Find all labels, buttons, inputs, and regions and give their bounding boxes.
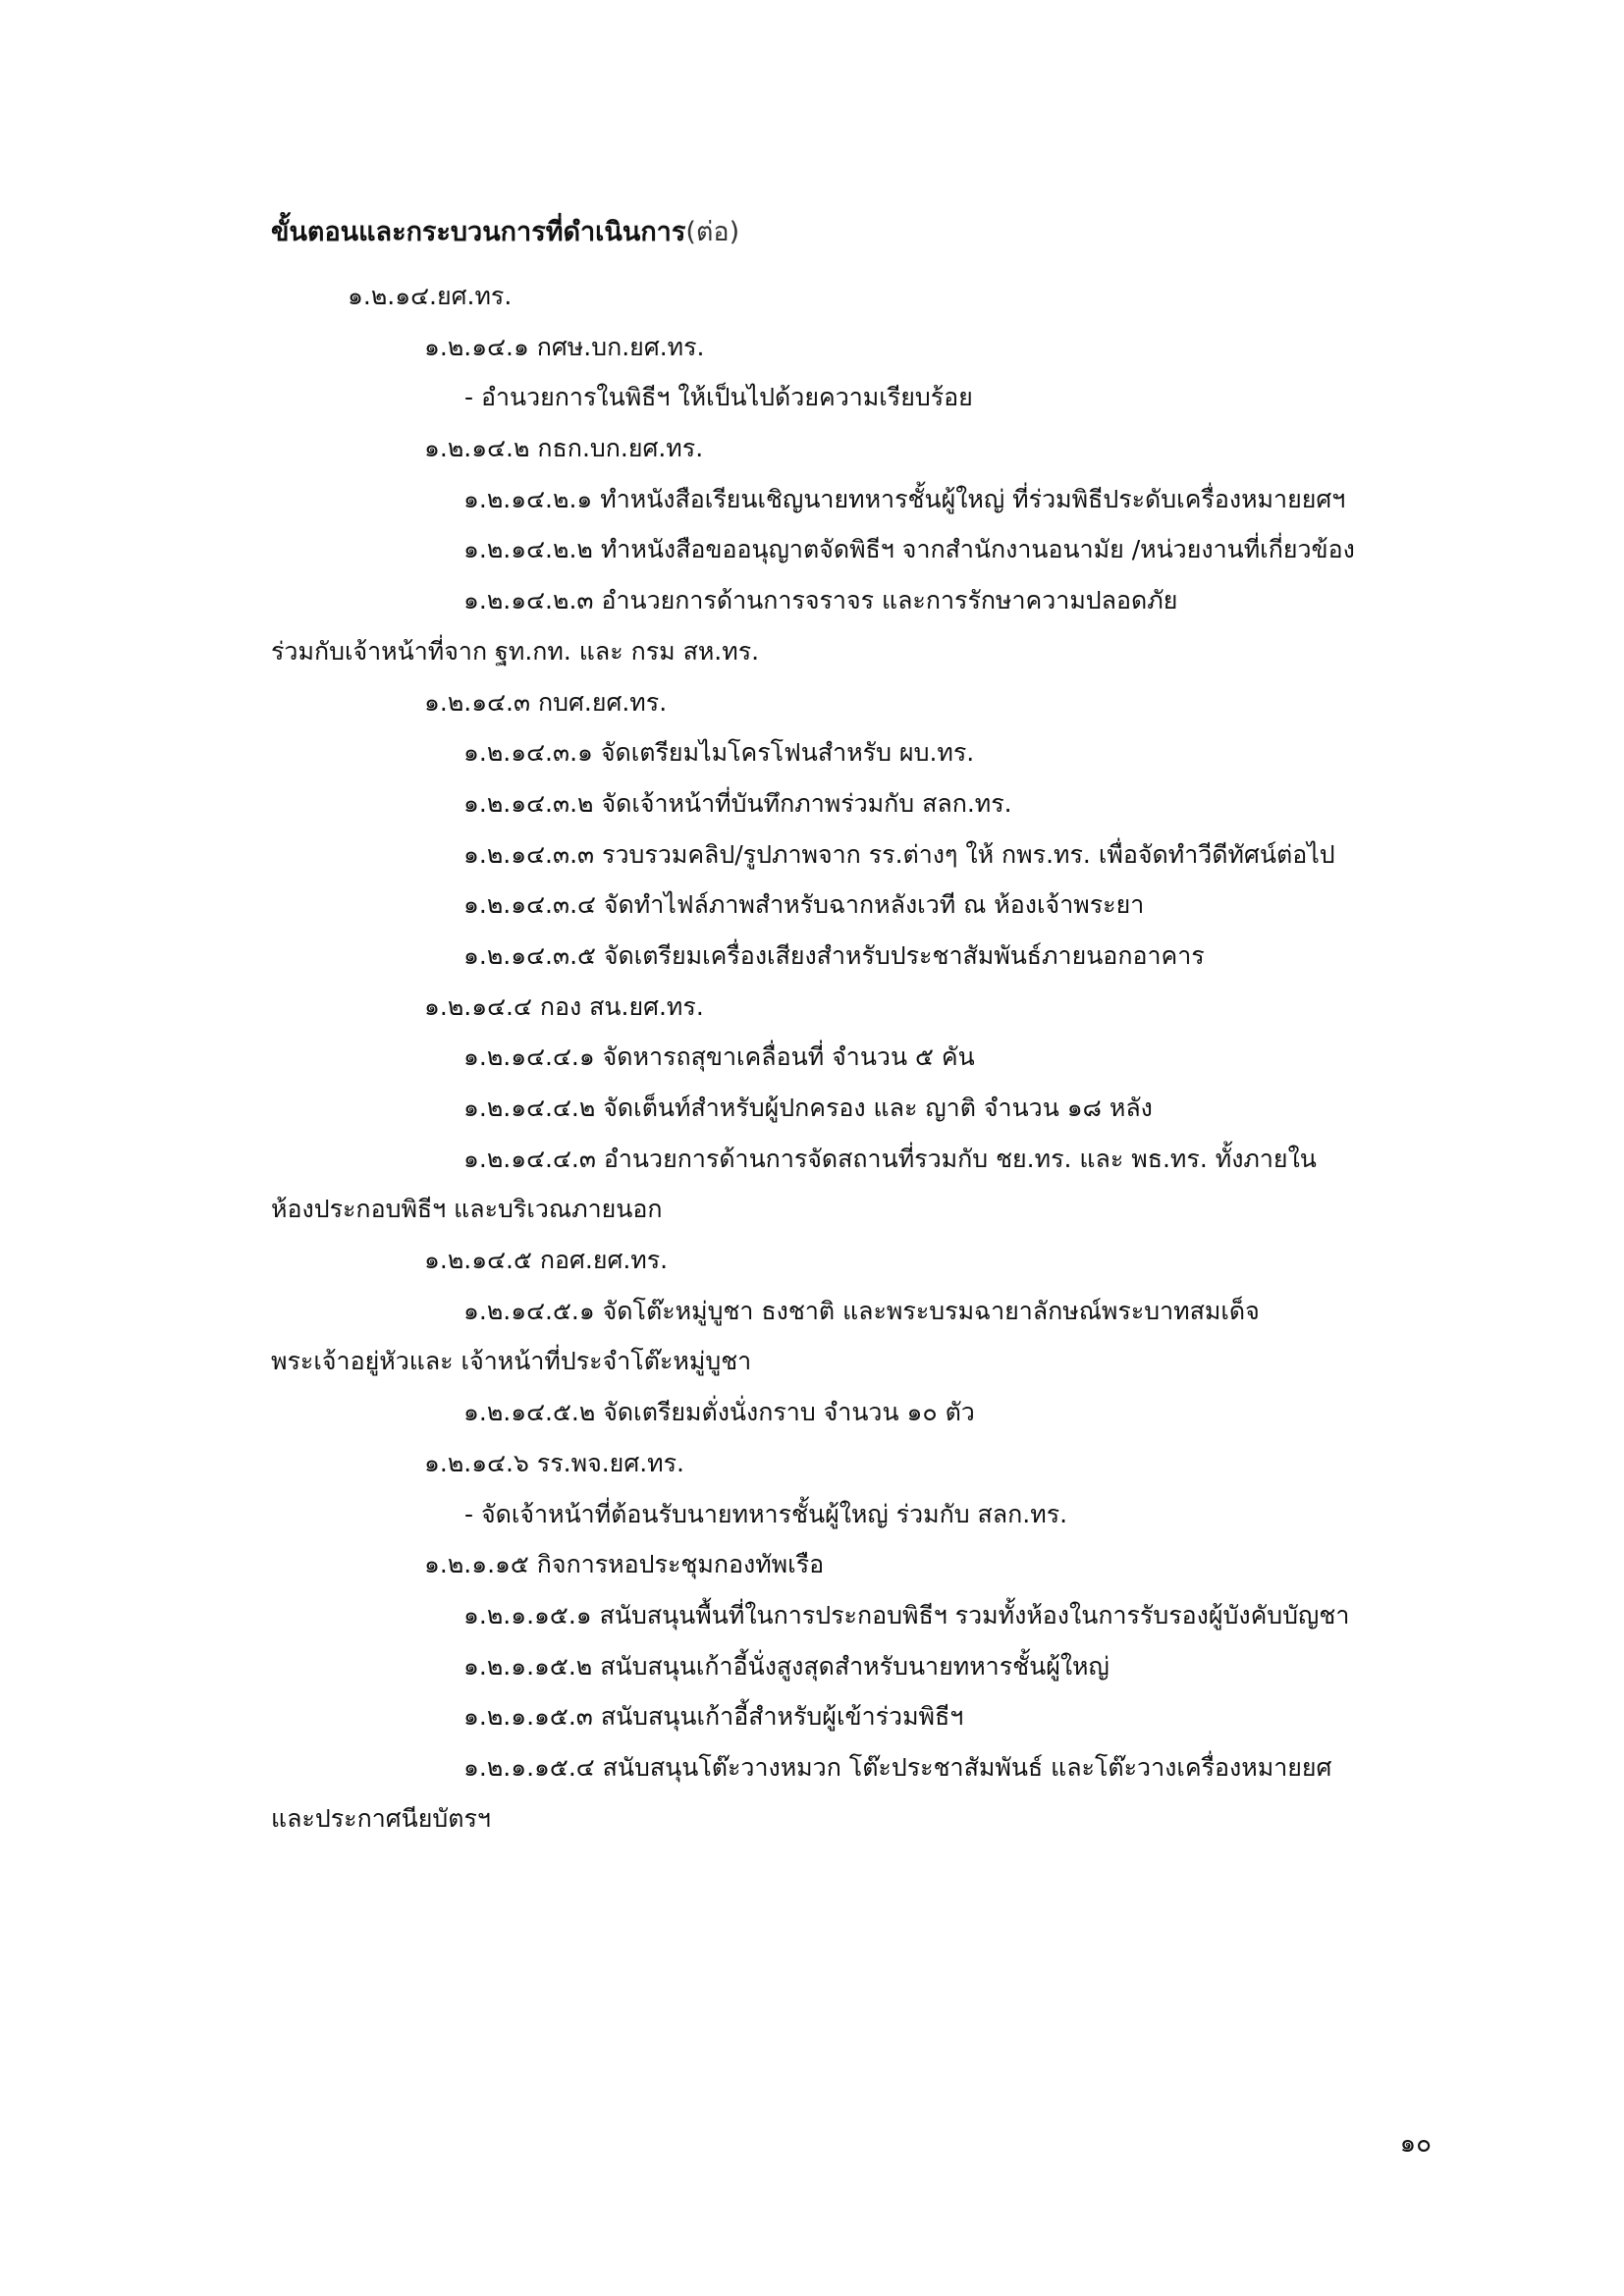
document-line: ๑.๒.๑๔.๒ กธก.บก.ยศ.ทร.	[424, 434, 704, 463]
document-line: ห้องประกอบพิธีฯ และบริเวณภายนอก	[271, 1195, 663, 1224]
document-line: ๑.๒.๑๔.๕.๑ จัดโต๊ะหมู่บูชา ธงชาติ และพระบรมฉายาลักษณ์พระบาทสมเด็จ	[463, 1296, 1260, 1325]
document-line: ๑.๒.๑.๑๕.๓ สนับสนุนเก้าอี้สำหรับผู้เข้าร่วมพิธีฯ	[463, 1702, 964, 1732]
section-heading	[271, 214, 739, 251]
document-line: ๑.๒.๑.๑๕.๔ สนับสนุนโต๊ะวางหมวก โต๊ะประชาสัมพันธ์ และโต๊ะวางเครื่องหมายยศ	[463, 1752, 1332, 1782]
document-body	[271, 271, 1430, 1843]
document-line: ๑.๒.๑๔.ยศ.ทร.	[348, 282, 513, 310]
document-line: ๑.๒.๑.๑๕.๒ สนับสนุนเก้าอี้นั่งสูงสุดสำหรับนายทหารชั้นผู้ใหญ่	[463, 1651, 1110, 1681]
document-line: ๑.๒.๑๔.๒.๑ ทำหนังสือเรียนเชิญนายทหารชั้นผู้ใหญ่ ที่ร่วมพิธีประดับเครื่องหมายยศฯ	[463, 484, 1346, 513]
document-line: ๑.๒.๑.๑๕ กิจการหอประชุมกองทัพเรือ	[424, 1550, 825, 1579]
document-line: ๑.๒.๑๔.๓.๔ จัดทำไฟล์ภาพสำหรับฉากหลังเวที ณ ห้องเจ้าพระยา	[463, 890, 1145, 920]
document-line: ร่วมกับเจ้าหน้าที่จาก ฐท.กท. และ กรม สห.ทร.	[271, 636, 760, 666]
document-line: ๑.๒.๑๔.๔ กอง สน.ยศ.ทร.	[424, 991, 704, 1021]
document-line: ๑.๒.๑๔.๕.๒ จัดเตรียมตั่งนั่งกราบ จำนวน ๑๐ ตัว	[463, 1398, 975, 1427]
document-line: ๑.๒.๑๔.๓.๕ จัดเตรียมเครื่องเสียงสำหรับประชาสัมพันธ์ภายนอกอาคาร	[463, 940, 1205, 970]
document-line: ๑.๒.๑๔.๓ กบศ.ยศ.ทร.	[424, 687, 668, 717]
document-line: ๑.๒.๑๔.๒.๒ ทำหนังสือขออนุญาตจัดพิธีฯ จากสำนักงานอนามัย /หน่วยงานที่เกี่ยวข้อง	[463, 535, 1355, 564]
document-line: ๑.๒.๑๔.๔.๓ อำนวยการด้านการจัดสถานที่รวมกับ ชย.ทร. และ พธ.ทร. ทั้งภายใน	[463, 1144, 1317, 1173]
document-line: ๑.๒.๑๔.๕ กอศ.ยศ.ทร.	[424, 1246, 669, 1275]
page-number: ๑๐	[1399, 2129, 1432, 2159]
document-line: ๑.๒.๑๔.๓.๓ รวบรวมคลิป/รูปภาพจาก รร.ต่างๆ ให้ กพร.ทร. เพื่อจัดทำวีดีทัศน์ต่อไป	[463, 839, 1335, 869]
document-line: ๑.๒.๑.๑๕.๑ สนับสนุนพื้นที่ในการประกอบพิธีฯ รวมทั้งห้องในการรับรองผู้บังคับบัญชา	[463, 1600, 1350, 1629]
document-line: และประกาศนียบัตรฯ	[271, 1803, 491, 1833]
document-line: ๑.๒.๑๔.๓.๒ จัดเจ้าหน้าที่บันทึกภาพร่วมกับ สลก.ทร.	[463, 788, 1012, 818]
document-line: ๑.๒.๑๔.๓.๑ จัดเตรียมไมโครโฟนสำหรับ ผบ.ทร.	[463, 738, 975, 768]
document-line: ๑.๒.๑๔.๔.๒ จัดเต็นท์สำหรับผู้ปกครอง และ ญาติ จำนวน ๑๘ หลัง	[463, 1094, 1153, 1122]
document-line: ๑.๒.๑๔.๑ กศษ.บก.ยศ.ทร.	[424, 332, 705, 361]
document-line: - อำนวยการในพิธีฯ ให้เป็นไปด้วยความเรียบร้อย	[464, 383, 973, 412]
document-line: ๑.๒.๑๔.๒.๓ อำนวยการด้านการจราจร และการรักษาความปลอดภัย	[463, 586, 1178, 615]
document-line: ๑.๒.๑๔.๔.๑ จัดหารถสุขาเคลื่อนที่ จำนวน ๕ คัน	[463, 1042, 975, 1072]
document-line: ๑.๒.๑๔.๖ รร.พจ.ยศ.ทร.	[424, 1448, 684, 1477]
section-heading-suffix: (ต่อ)	[685, 217, 740, 247]
section-heading-title: ขั้นตอนและกระบวนการที่ดำเนินการ	[271, 217, 686, 247]
document-line: - จัดเจ้าหน้าที่ต้อนรับนายทหารชั้นผู้ใหญ่ ร่วมกับ สลก.ทร.	[464, 1499, 1068, 1528]
document-line: พระเจ้าอยู่หัวและ เจ้าหน้าที่ประจำโต๊ะหมู่บูชา	[271, 1347, 752, 1376]
